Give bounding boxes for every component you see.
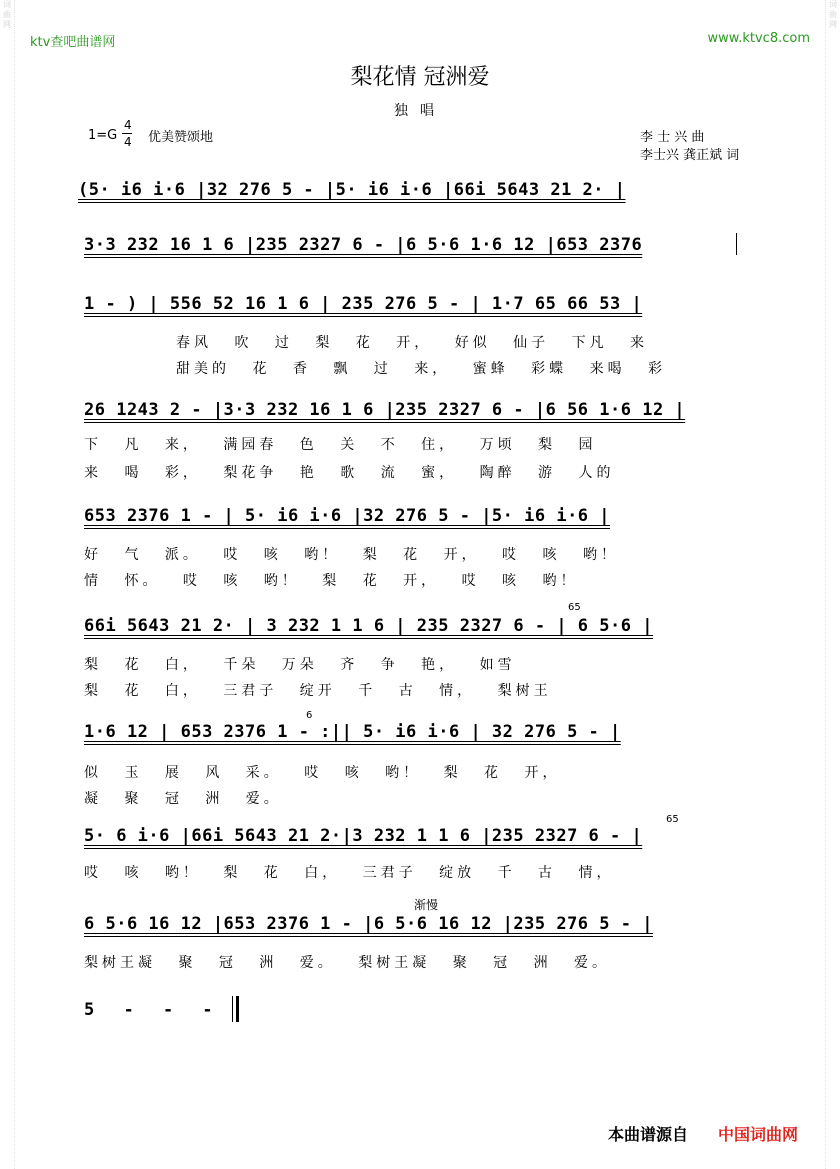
notation-line-3: 1 - ) | 556 52 16 1 6 | 235 276 5 - | 1·7 65 66 53 | (84, 294, 643, 314)
lyrics-line-6a: 梨 花 白， 千朵 万朵 齐 争 艳， 如雪 (84, 657, 516, 673)
notation-line-6: 66i 5643 21 2· | 3 232 1 1 6 | 235 2327 6 - | 6 5·6 | (84, 616, 653, 636)
notation-line-5: 653 2376 1 - | 5· i6 i·6 |32 276 5 - |5· i6 i·6 | (84, 506, 611, 526)
footer-source-site[interactable]: 中国词曲网 (718, 1125, 799, 1144)
header-right-site[interactable]: www.ktvc8.com (707, 31, 810, 46)
notation-line-1: (5· i6 i·6 |32 276 5 - |5· i6 i·6 |66i 5643 21 2· | (78, 180, 626, 200)
notation-line-2: 3·3 232 16 1 6 |235 2327 6 - |6 5·6 1·6 12 |653 2376 (84, 235, 643, 255)
lyrics-line-8a: 哎 咳 哟！ 梨 花 白， 三君子 绽放 千 古 情， (84, 865, 615, 881)
lyrics-line-4b: 来 喝 彩， 梨花争 艳 歌 流 蜜， 陶醉 游 人的 (84, 465, 615, 481)
lyrics-line-9a: 梨树王凝 聚 冠 洲 爱。 梨树王凝 聚 冠 洲 爱。 (84, 955, 611, 971)
tempo-marking: 渐慢 (414, 898, 439, 912)
time-signature-bottom: 4 (124, 135, 132, 149)
notation-line-8: 5· 6 i·6 |66i 5643 21 2·|3 232 1 1 6 |235 2327 6 - | (84, 826, 643, 846)
expression-mark: 优美赞颂地 (148, 130, 214, 145)
left-watermark-strip: 词曲网 (0, 0, 15, 1169)
key-signature: 1=G (88, 128, 118, 143)
footer-source-label: 本曲谱源自 (608, 1125, 689, 1144)
grace-note-6: 65 (568, 602, 581, 613)
song-title: 梨花情 冠洲爱 (350, 65, 490, 90)
song-subtitle: 独唱 (394, 103, 446, 119)
notation-line-4: 26 1243 2 - |3·3 232 16 1 6 |235 2327 6 - |6 56 1·6 12 | (84, 400, 686, 420)
right-watermark-strip: 词曲网 (825, 0, 840, 1169)
grace-note-7: 6 (306, 710, 313, 721)
notation-line-10: 5 - - - (84, 1000, 214, 1020)
header-left-site[interactable]: ktv查吧曲谱网 (30, 35, 116, 50)
lyrics-line-7a: 似 玉 展 风 采。 哎 咳 哟！ 梨 花 开， (84, 765, 561, 781)
lyricist-credit: 李士兴 龚正斌 词 (640, 148, 740, 163)
time-signature-top: 4 (124, 118, 132, 132)
grace-note-8: 65 (666, 814, 679, 825)
composer-credit: 李 士 兴 曲 (640, 130, 705, 145)
notation-line-9: 6 5·6 16 12 |653 2376 1 - |6 5·6 16 12 |235 276 5 - | (84, 914, 653, 934)
lyrics-line-3a: 春风 吹 过 梨 花 开， 好似 仙子 下凡 来 (176, 335, 649, 351)
lyrics-line-4a: 下 凡 来， 满园春 色 关 不 住， 万顷 梨 园 (84, 437, 597, 453)
lyrics-line-5b: 情 怀。 哎 咳 哟！ 梨 花 开， 哎 咳 哟！ (84, 573, 579, 589)
final-barline (232, 996, 239, 1022)
lyrics-line-5a: 好 气 派。 哎 咳 哟！ 梨 花 开， 哎 咳 哟！ (84, 547, 619, 563)
lyrics-line-7b: 凝 聚 冠 洲 爱。 (84, 791, 282, 807)
lyrics-line-6b: 梨 花 白， 三君子 绽开 千 古 情， 梨树王 (84, 683, 552, 699)
barline (736, 233, 737, 255)
time-signature-line (122, 133, 132, 134)
lyrics-line-3b: 甜美的 花 香 飘 过 来， 蜜蜂 彩蝶 来喝 彩 (176, 361, 667, 377)
notation-line-7: 1·6 12 | 653 2376 1 - :|| 5· i6 i·6 | 32 276 5 - | (84, 722, 621, 742)
